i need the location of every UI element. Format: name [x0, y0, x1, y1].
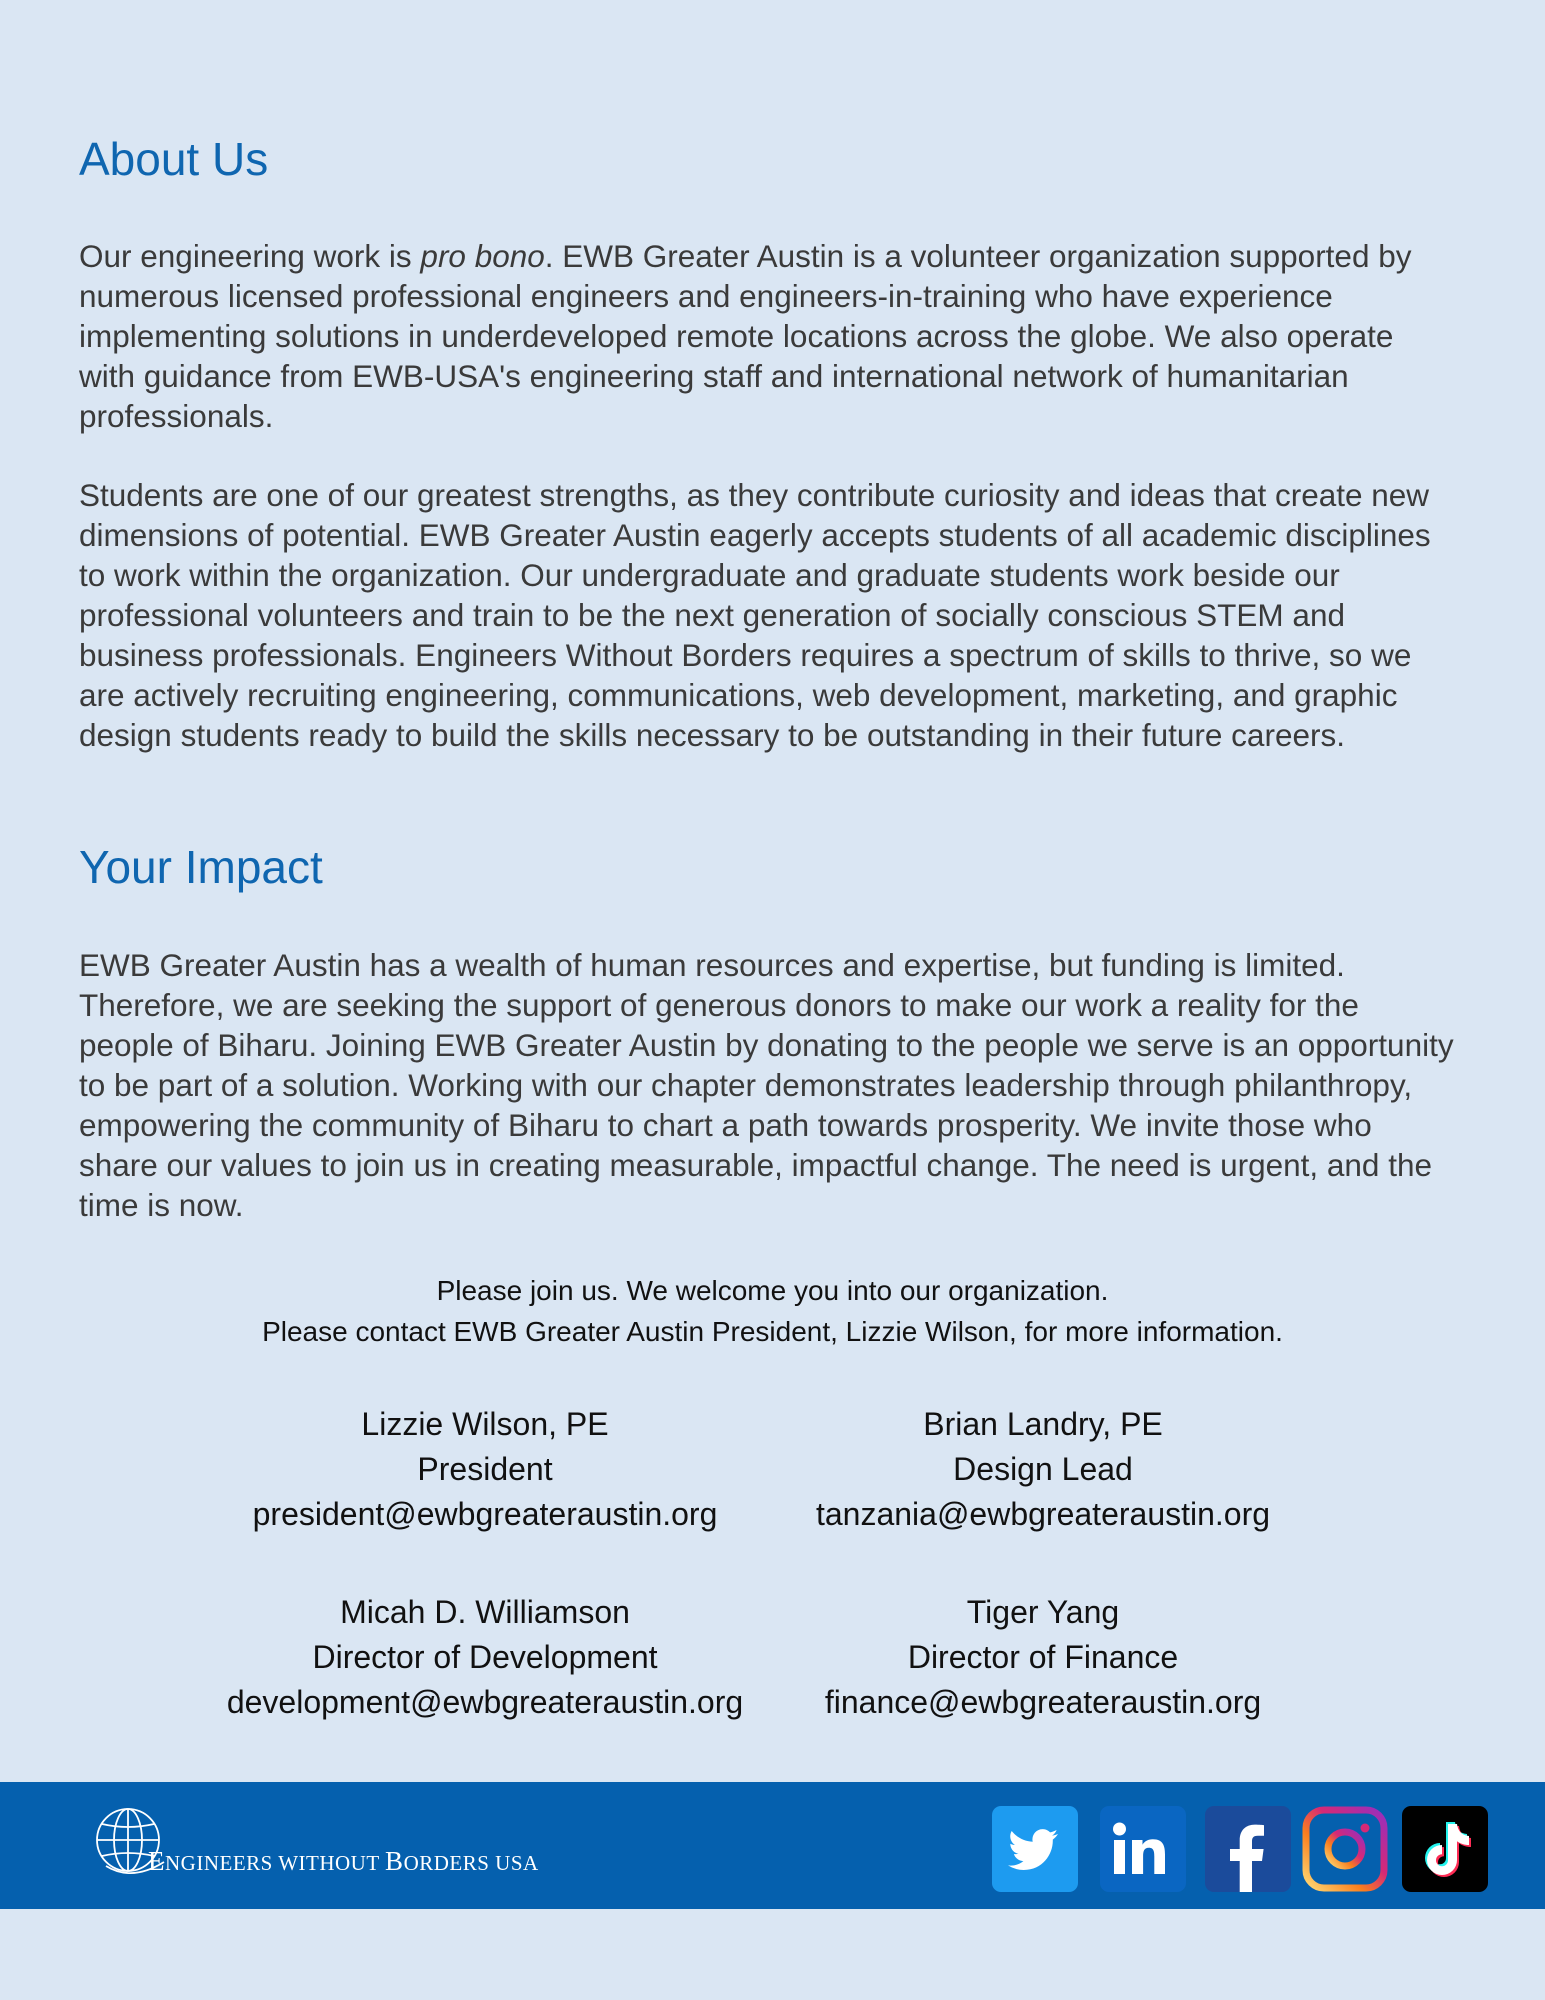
join-message-line-2: Please contact EWB Greater Austin President, Lizzie Wilson, for more information. — [262, 1316, 1283, 1347]
contact-name: Tiger Yang — [966, 1594, 1120, 1630]
about-p1-italic: pro bono — [420, 238, 545, 274]
about-us-heading: About Us — [79, 133, 269, 185]
contact-name: Lizzie Wilson, PE — [361, 1406, 609, 1442]
contact-email[interactable]: development@ewbgreateraustin.org — [226, 1684, 744, 1720]
footer-bar — [0, 1782, 1545, 1909]
contact-role: President — [417, 1451, 553, 1487]
your-impact-heading: Your Impact — [79, 841, 323, 893]
contact-email[interactable]: tanzania@ewbgreateraustin.org — [815, 1496, 1271, 1532]
about-p1-lead: Our engineering work is — [79, 238, 421, 274]
contact-role: Design Lead — [953, 1451, 1133, 1487]
about-paragraph-1 — [79, 236, 1454, 436]
instagram-icon[interactable] — [1302, 1806, 1388, 1892]
contact-name: Micah D. Williamson — [340, 1594, 630, 1630]
contact-role: Director of Finance — [907, 1639, 1179, 1675]
contact-email[interactable]: finance@ewbgreateraustin.org — [824, 1684, 1262, 1720]
tiktok-icon[interactable] — [1402, 1806, 1488, 1892]
contact-role: Director of Development — [312, 1639, 658, 1675]
contact-card — [763, 1590, 1323, 1725]
join-message-line-1: Please join us. We welcome you into our organization. — [436, 1275, 1109, 1306]
ewb-logo-text: ENGINEERS WITHOUT BORDERS USA — [148, 1846, 539, 1876]
facebook-icon[interactable] — [1205, 1806, 1291, 1892]
contact-card — [205, 1590, 765, 1725]
contact-email[interactable]: president@ewbgreateraustin.org — [252, 1496, 718, 1532]
contact-card — [205, 1402, 765, 1537]
linkedin-icon[interactable] — [1100, 1806, 1186, 1892]
contact-card — [763, 1402, 1323, 1537]
twitter-icon[interactable] — [992, 1806, 1078, 1892]
about-paragraph-2: Students are one of our greatest strengths, as they contribute curiosity and ideas that create new dimensions of potential. EWB Greater Austin eagerly accepts students of all academic disciplines to work within the organization. Our undergraduate and graduate students work beside our professional volunteers and train to be the next generation of socially conscious STEM and business professionals. Engineers Without Borders requires a spectrum of skills to thrive, so we are actively recruiting engineering, communications, web development, marketing, and graphic design students ready to build the skills necessary to be outstanding in their future careers. — [79, 477, 1431, 753]
about-p1-rest: . EWB Greater Austin is a volunteer organization supported by numerous licensed professional engineers and engineers-in-training who have experience implementing solutions in underdeveloped remote locations across the globe. We also operate with guidance from EWB-USA's engineering staff and international network of humanitarian professionals. — [79, 238, 1412, 434]
contact-name: Brian Landry, PE — [923, 1406, 1163, 1442]
impact-paragraph: EWB Greater Austin has a wealth of human resources and expertise, but funding is limited. Therefore, we are seeking the support of generous donors to make our work a reality for the people of Biharu. Joining EWB Greater Austin by donating to the people we serve is an opportunity to be part of a solution. Working with our chapter demonstrates leadership through philanthropy, empowering the community of Biharu to chart a path towards prosperity. We invite those who share our values to join us in creating measurable, impactful change. The need is urgent, and the time is now. — [79, 947, 1454, 1223]
